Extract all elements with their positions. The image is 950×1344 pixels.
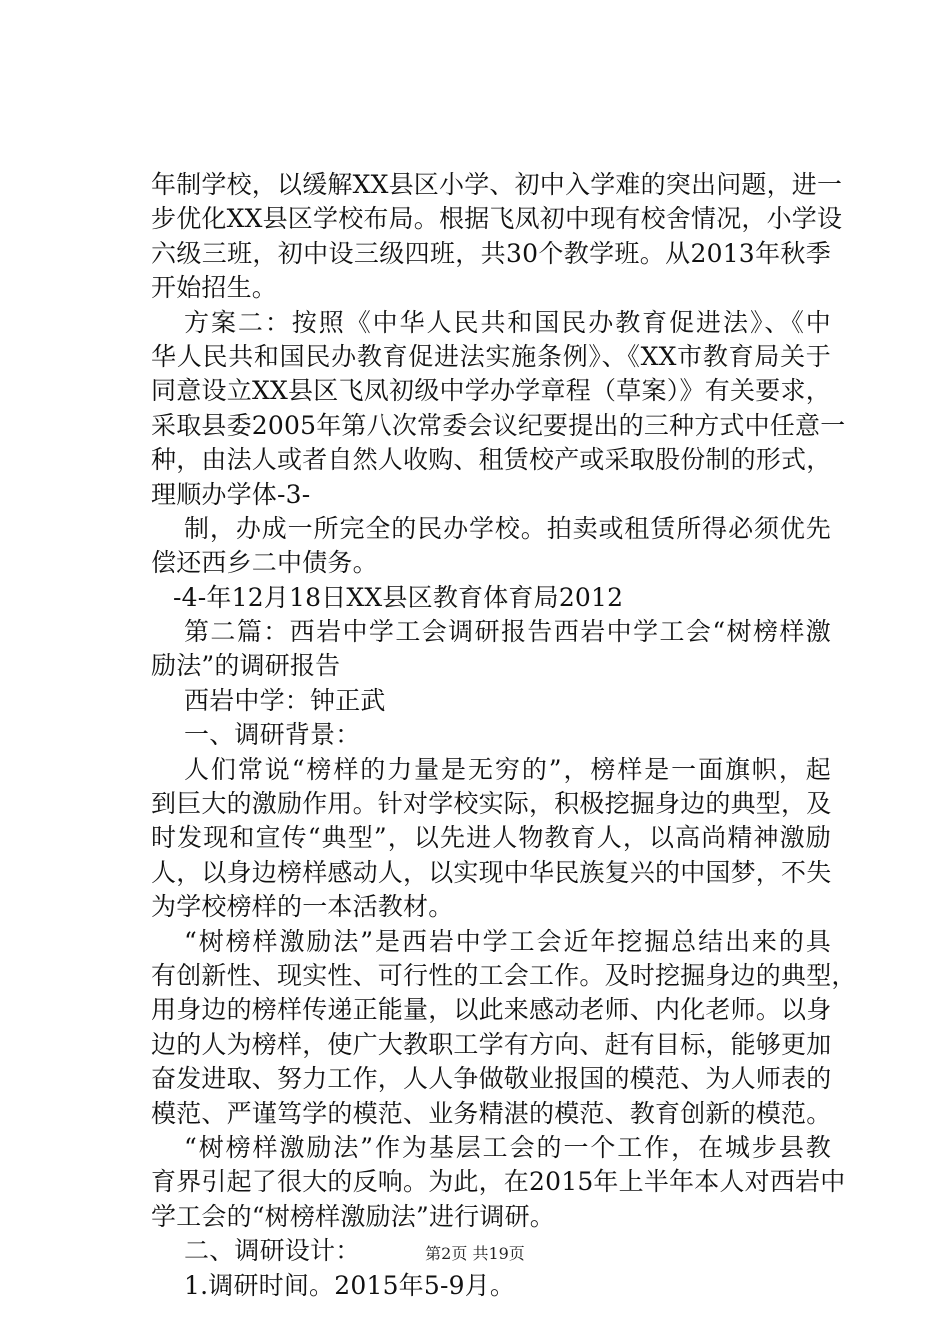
text-line: 有创新性、现实性、可行性的工会工作。及时挖掘身边的典型， [151,960,857,990]
section-heading: 第二篇：西岩中学工会调研报告西岩中学工会“树榜样激 [184,617,831,647]
text-line: 方案二：按照《中华人民共和国民办教育促进法》、《中 [184,307,831,337]
text-line: 人们常说“榜样的力量是无穷的”，榜样是一面旗帜，起 [184,754,831,784]
text-line: 步优化XX县区学校布局。根据飞凤初中现有校舍情况，小学设 [151,204,843,234]
text-line: 制，办成一所完全的民办学校。拍卖或租赁所得必须优先 [184,513,831,543]
author-line: 西岩中学：钟正武 [184,685,386,715]
text-line: 人，以身边榜样感动人，以实现中华民族复兴的中国梦，不失 [151,857,832,887]
text-line: 用身边的榜样传递正能量，以此来感动老师、内化老师。以身 [151,995,832,1025]
text-line: 时发现和宣传“典型”，以先进人物教育人，以高尚精神激励 [151,823,831,853]
text-line: 模范、严谨笃学的模范、业务精湛的模范、教育创新的模范。 [151,1098,832,1128]
text-line: 华人民共和国民办教育促进法实施条例》、《XX市教育局关于 [151,341,831,371]
text-line: “树榜样激励法”作为基层工会的一个工作，在城步县教 [184,1132,831,1162]
text-line: 采取县委2005年第八次常委会议纪要提出的三种方式中任意一 [151,410,846,440]
text-line: 到巨大的激励作用。针对学校实际，积极挖掘身边的典型，及 [151,789,832,819]
text-line: 六级三班，初中设三级四班，共30个教学班。从2013年秋季 [151,238,831,268]
text-line: “树榜样激励法”是西岩中学工会近年挖掘总结出来的具 [184,926,831,956]
page-footer: 第2页 共19页 [425,1244,525,1263]
text-line: 理顺办学体-3- [151,479,311,509]
text-line: 学工会的“树榜样激励法”进行调研。 [151,1201,555,1231]
text-line: 奋发进取、努力工作，人人争做敬业报国的模范、为人师表的 [151,1064,832,1094]
subheading: 二、调研设计： [184,1236,361,1266]
text-line: -4-年12月18日XX县区教育体育局2012 [173,582,624,612]
subheading: 一、调研背景： [184,720,361,750]
text-line: 同意设立XX县区飞凤初级中学办学章程（草案）》有关要求， [151,376,831,406]
text-line: 边的人为榜样，使广大教职工学有方向、赶有目标，能够更加 [151,1029,832,1059]
text-line: 偿还西乡二中债务。 [151,548,378,578]
section-heading: 励法”的调研报告 [151,651,341,681]
text-line: 育界引起了很大的反响。为此，在2015年上半年本人对西岩中 [151,1167,846,1197]
text-line: 为学校榜样的一本活教材。 [151,892,454,922]
text-line: 1.调研时间。2015年5-9月。 [184,1270,516,1300]
document-body [151,168,857,1303]
text-line: 开始招生。 [151,273,278,303]
text-line: 年制学校，以缓解XX县区小学、初中入学难的突出问题，进一 [151,170,843,199]
text-line: 种，由法人或者自然人收购、租赁校产或采取股份制的形式， [151,445,832,475]
